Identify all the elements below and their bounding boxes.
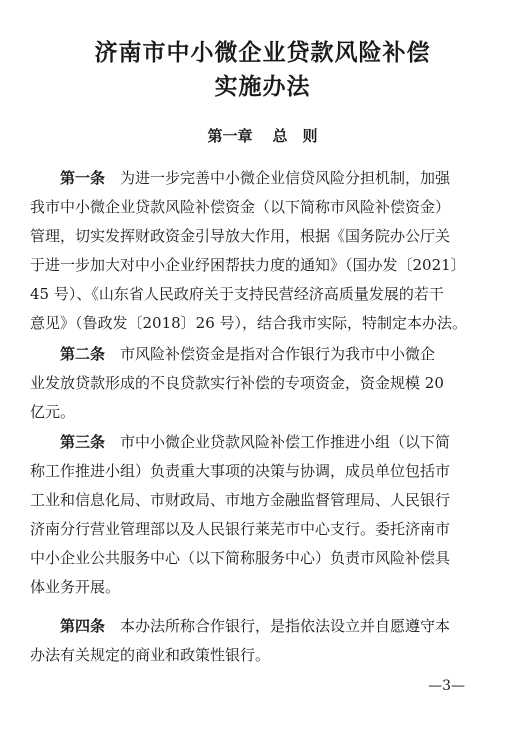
article-text-line: 亿元。 [30, 403, 76, 421]
document-title-line2: 实施办法 [214, 73, 311, 100]
article-text-line: 管理，切实发挥财政资金引导放大作用，根据《国务院办公厅关 [30, 227, 451, 245]
article-text-line: 办法有关规定的商业和政策性银行。 [30, 646, 271, 664]
article-text-line: 业发放贷款形成的不良贷款实行补偿的专项资金，资金规模 20 [30, 374, 444, 392]
article-4 [30, 612, 490, 670]
article-text-line: 45 号）、《山东省人民政府关于支持民营经济高质量发展的若干 [30, 285, 444, 303]
document-title-line1: 济南市中小微企业贷款风险补偿 [94, 39, 431, 66]
article-text-line: 市中小微企业贷款风险补偿工作推进小组（以下简 [120, 433, 451, 451]
article-text-line: 我市中小微企业贷款风险补偿资金（以下简称市风险补偿资金） [30, 198, 451, 216]
article-text-line: 本办法所称合作银行，是指依法设立并自愿遵守本 [120, 617, 451, 635]
article-text-line: 中小企业公共服务中心（以下简称服务中心）负责市风险补偿具 [30, 549, 451, 567]
article-1 [30, 164, 490, 338]
chapter-heading [0, 126, 525, 146]
article-2 [30, 340, 490, 427]
chapter-name: 总 则 [272, 127, 318, 145]
article-label: 第四条 [60, 617, 106, 635]
article-label: 第一条 [60, 169, 106, 187]
article-text-line: 意见》（鲁政发〔2018〕26 号），结合我市实际，特制定本办法。 [30, 314, 468, 332]
article-3 [30, 428, 490, 602]
article-label: 第三条 [60, 433, 106, 451]
article-label: 第二条 [60, 345, 106, 363]
article-text-line: 济南分行营业管理部以及人民银行莱芜市中心支行。委托济南市 [30, 520, 451, 538]
article-text-line: 工业和信息化局、市财政局、市地方金融监督管理局、人民银行 [30, 491, 451, 509]
article-text-line: 市风险补偿资金是指对合作银行为我市中小微企 [120, 345, 436, 363]
page-number: —3— [428, 678, 465, 694]
article-text-line: 体业务开展。 [30, 578, 121, 596]
chapter-label: 第一章 [207, 127, 253, 145]
article-text-line: 为进一步完善中小微企业信贷风险分担机制，加强 [120, 169, 451, 187]
article-text-line: 于进一步加大对中小企业纾困帮扶力度的通知》（国办发〔2021〕 [30, 256, 466, 274]
article-text-line: 称工作推进小组）负责重大事项的决策与协调，成员单位包括市 [30, 462, 451, 480]
